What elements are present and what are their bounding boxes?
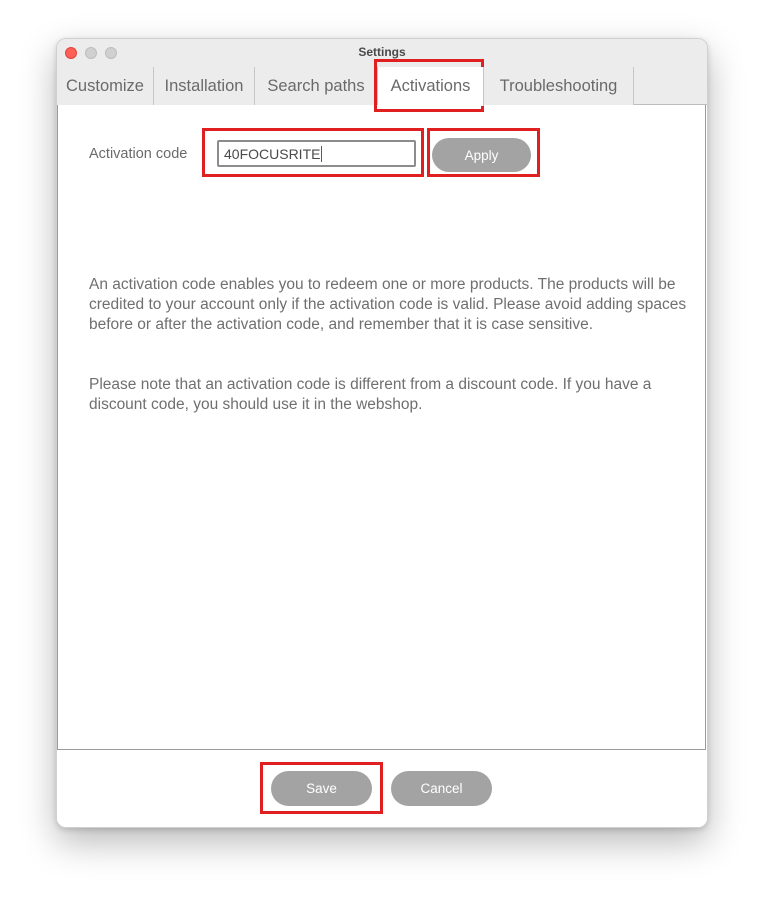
tab-bar	[57, 67, 707, 105]
tab-activations[interactable]: Activations	[378, 67, 484, 106]
tab-troubleshooting[interactable]: Troubleshooting	[484, 67, 634, 105]
tab-search-paths[interactable]: Search paths	[255, 67, 378, 105]
activation-code-value: 40FOCUSRITE	[224, 146, 321, 162]
tab-customize[interactable]: Customize	[57, 67, 154, 105]
cancel-button[interactable]: Cancel	[391, 771, 492, 806]
activation-code-label: Activation code	[89, 146, 188, 162]
activation-description: An activation code enables you to redeem one or more products. The products will be credited to your account only if the activation code is valid. Please avoid adding spaces before or after the activation code, and remember that it is case sensitive.	[89, 276, 687, 333]
save-button[interactable]: Save	[271, 771, 372, 806]
discount-note: Please note that an activation code is different from a discount code. If you have a discount code, you should use it in the webshop.	[89, 376, 652, 413]
tab-installation[interactable]: Installation	[154, 67, 255, 105]
text-caret	[321, 146, 322, 162]
activation-code-input[interactable]	[217, 140, 416, 167]
settings-window	[56, 38, 708, 828]
apply-button[interactable]: Apply	[432, 138, 531, 172]
activations-panel	[57, 105, 706, 750]
window-title: Settings	[358, 45, 406, 59]
title-bar	[57, 39, 707, 67]
footer	[57, 750, 707, 827]
